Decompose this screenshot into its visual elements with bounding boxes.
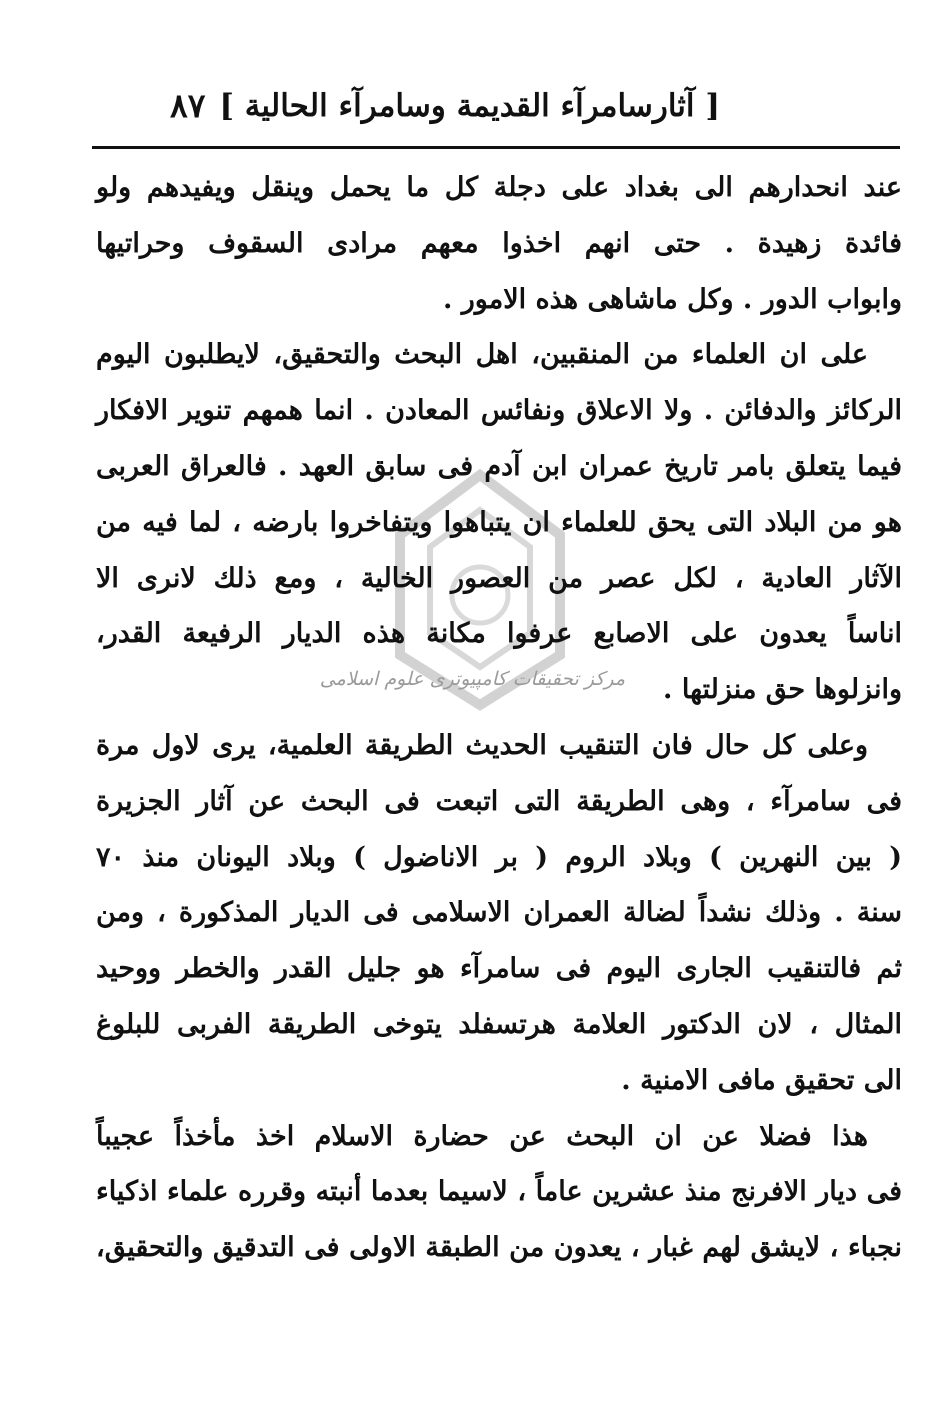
text-line: فائدة زهيدة . حتى انهم اخذوا معهم مرادى السقوف وحراتيها [96,227,902,259]
text-line: هذا فضلا عن ان البحث عن حضارة الاسلام اخذ مأخذاً عجيباً [96,1120,868,1152]
text-line: على ان العلماء من المنقبين، اهل البحث والتحقيق، لايطلبون اليوم [96,339,868,371]
text-line: نجباء ، لايشق لهم غبار ، يعدون من الطبقة الاولى فى التدقيق والتحقيق، [96,1232,902,1264]
text-line: المثال ، لان الدكتور العلامة هرتسفلد يتوخى الطريقة الفربى للبلوغ [96,1008,902,1040]
text-line: وانزلوها حق منزلتها . [663,674,902,706]
text-line: هو من البلاد التى يحق للعلماء ان يتباهوا ويتفاخروا بارضه ، لما فيه من [96,506,902,538]
body-text [96,160,902,1276]
text-line: وعلى كل حال فان التنقيب الحديث الطريقة العلمية، يرى لاول مرة [96,729,868,761]
text-line: وابواب الدور . وكل ماشاهى هذه الامور . [442,283,902,315]
page-header [90,88,900,148]
text-line: عند انحدارهم الى بغداد على دجلة كل ما يحمل وينقل ويفيدهم ولو [96,172,902,203]
text-line: اناساً يعدون على الاصابع عرفوا مكانة هذه الديار الرفيعة القدر، [96,618,902,650]
text-line: الى تحقيق مافى الامنية . [621,1064,902,1096]
text-line: فى ديار الافرنج منذ عشرين عاماً ، لاسيما بعدما أنبته وقرره علماء اذكياء [96,1176,902,1208]
text-line: الركائز والدفائن . ولا الاعلاق ونفائس المعادن . انما همهم تنوير الافكار [96,395,902,427]
text-line: ثم فالتنقيب الجارى اليوم فى سامرآء هو جليل القدر والخطر ووحيد [96,953,902,985]
text-line: فى سامرآء ، وهى الطريقة التى اتبعت فى البحث عن آثار الجزيرة [96,785,902,817]
text-line: الآثار العادية ، لكل عصر من العصور الخالية ، ومع ذلك لانرى الا [96,562,902,594]
text-line: سنة . وذلك نشداً لضالة العمران الاسلامى فى الديار المذكورة ، ومن [96,897,902,929]
header-rule [92,146,900,149]
text-line: فيما يتعلق بامر تاريخ عمران ابن آدم فى سابق العهد . فالعراق العربى [96,450,902,482]
running-title: [ آثارسامرآء القديمة وسامرآء الحالية ] [219,88,720,124]
watermark-caption: مركز تحقيقات كامپیوتری علوم اسلامی [319,668,625,690]
page-number: ٨٧ [170,86,206,125]
text-line: ( بين النهرين ) وبلاد الروم ( بر الاناضول ) وبلاد اليونان منذ ٧٠ [96,841,902,873]
